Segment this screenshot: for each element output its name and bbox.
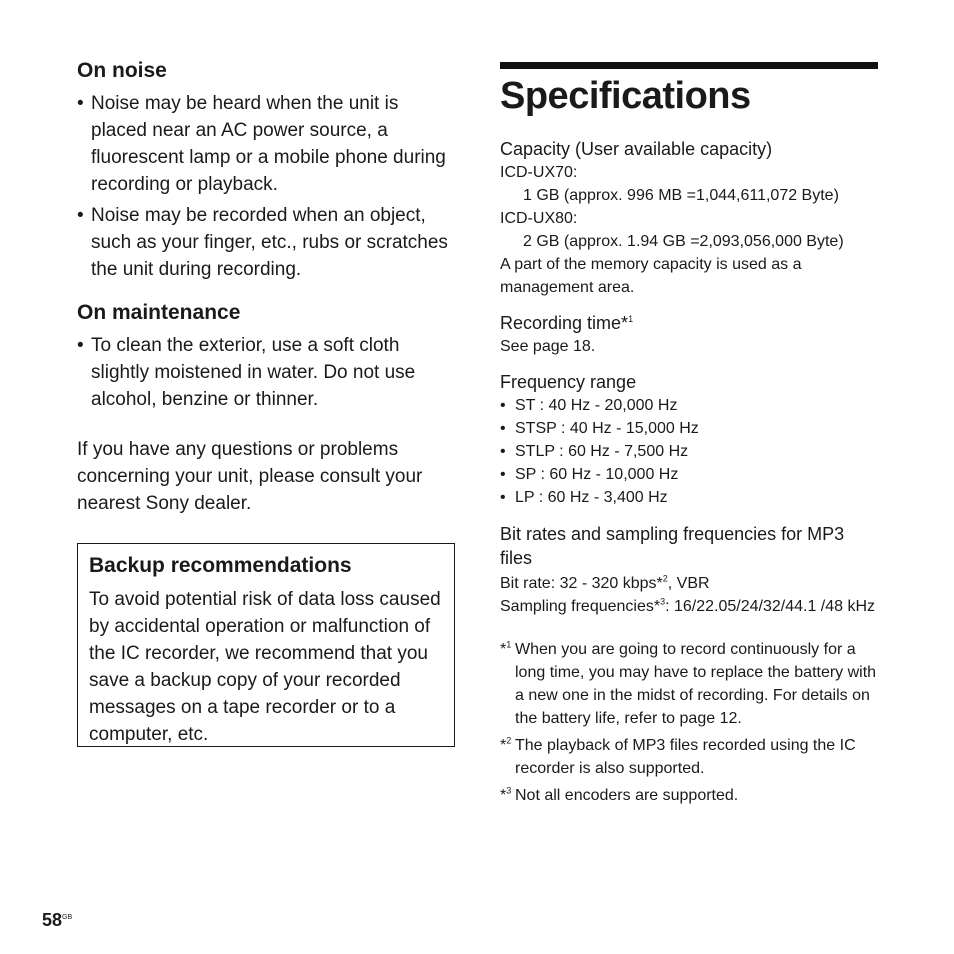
footnote-text: When you are going to record continuously for a long time, you may have to replace the battery with a new one in the midst of recording. For details on the battery life, refer to page 12.	[515, 641, 877, 727]
frequency-heading: Frequency range	[500, 372, 637, 392]
page-number-value: 58	[42, 910, 63, 930]
backup-recommendations-box	[77, 543, 455, 747]
bitrate-line	[500, 572, 878, 595]
recording-time-footnote-ref: 1	[628, 314, 634, 324]
frequency-item: • LP : 60 Hz - 3,400 Hz	[500, 486, 878, 509]
noise-list	[77, 90, 457, 283]
capacity-model-ux70: ICD-UX70:	[500, 164, 578, 181]
maintenance-list	[77, 332, 457, 413]
backup-text: To avoid potential risk of data loss caused by accidental operation or malfunction of the IC recorder, we recommend that you save a backup copy of your recorded messages on a tape recorder or to a computer, etc.	[89, 589, 441, 745]
footnote-asterisk: *	[500, 641, 507, 658]
backup-heading: Backup recommendations	[89, 554, 352, 577]
page-region-suffix: GB	[62, 914, 73, 921]
noise-item: • Noise may be recorded when an object, such as your finger, etc., rubs or scratches the unit during recording.	[77, 202, 457, 283]
sampling-value: : 16/22.05/24/32/44.1 /48 kHz	[665, 598, 876, 615]
footnote-number: 3	[506, 785, 512, 796]
footnote-mark	[500, 638, 511, 661]
recording-time-heading	[500, 311, 878, 335]
footnote	[500, 784, 878, 807]
bitrate-label: Bit rate: 32 - 320 kbps*	[500, 575, 663, 592]
footnote-number: 1	[506, 639, 512, 650]
recording-time-label: Recording time*	[500, 313, 629, 333]
frequency-item: • ST : 40 Hz - 20,000 Hz	[500, 394, 878, 417]
frequency-list	[500, 394, 878, 509]
maintenance-item: • To clean the exterior, use a soft cloth slightly moistened in water. Do not use alcohol, benzine or thinner.	[77, 332, 457, 413]
bitrate-suffix: , VBR	[667, 575, 710, 592]
capacity-note: A part of the memory capacity is used as a management area.	[500, 256, 802, 296]
on-noise-heading: On noise	[77, 59, 167, 82]
left-column	[77, 58, 457, 517]
footnote-asterisk: *	[500, 737, 507, 754]
footnote-asterisk: *	[500, 787, 507, 804]
footnotes	[500, 638, 878, 807]
footnote	[500, 638, 878, 730]
footnote-mark	[500, 784, 511, 807]
page-number	[42, 910, 72, 931]
right-column	[500, 62, 878, 807]
recording-time-text: See page 18.	[500, 338, 596, 355]
footnote-text: Not all encoders are supported.	[515, 787, 739, 804]
frequency-item: • STLP : 60 Hz - 7,500 Hz	[500, 440, 878, 463]
page-title: Specifications	[500, 75, 751, 117]
capacity-heading: Capacity (User available capacity)	[500, 139, 773, 159]
footnote-mark	[500, 734, 511, 757]
capacity-value-ux70: 1 GB (approx. 996 MB =1,044,611,072 Byte)	[523, 187, 839, 204]
bitrates-heading: Bit rates and sampling frequencies for MP3 files	[500, 524, 845, 568]
title-rule	[500, 62, 878, 69]
on-maintenance-heading: On maintenance	[77, 301, 241, 324]
capacity-value-ux80: 2 GB (approx. 1.94 GB =2,093,056,000 Byte)	[523, 233, 844, 250]
footnote-number: 2	[506, 735, 512, 746]
sampling-label: Sampling frequencies*	[500, 598, 661, 615]
sampling-footnote-ref: 3	[660, 596, 666, 607]
sampling-line	[500, 595, 878, 618]
frequency-item: • STSP : 40 Hz - 15,000 Hz	[500, 417, 878, 440]
footnote	[500, 734, 878, 780]
frequency-item: • SP : 60 Hz - 10,000 Hz	[500, 463, 878, 486]
capacity-model-ux80: ICD-UX80:	[500, 210, 578, 227]
footnote-text: The playback of MP3 files recorded using the IC recorder is also supported.	[515, 737, 856, 777]
bitrate-footnote-ref: 2	[662, 573, 668, 584]
noise-item: • Noise may be heard when the unit is placed near an AC power source, a fluorescent lamp or a mobile phone during recording or playback.	[77, 90, 457, 198]
questions-paragraph: If you have any questions or problems concerning your unit, please consult your nearest Sony dealer.	[77, 439, 423, 514]
